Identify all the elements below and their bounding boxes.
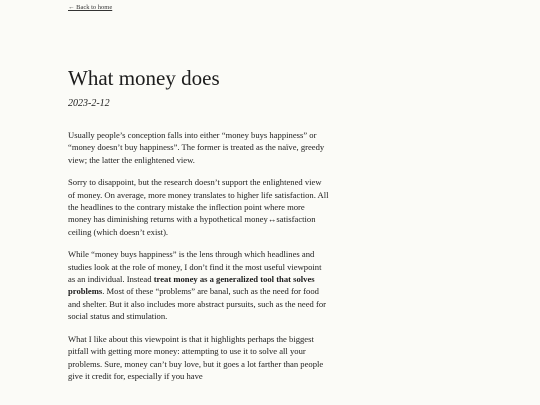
- paragraph-3: [68, 248, 330, 322]
- paragraph-2: [68, 176, 330, 238]
- article-body: [68, 129, 330, 392]
- emphasized-text: treat money as a generalized tool that solves problems: [68, 274, 315, 297]
- page-title: What money does: [68, 66, 220, 90]
- back-to-home-link[interactable]: ← Back to home: [68, 4, 113, 11]
- post-date: 2023-2-12: [68, 98, 110, 109]
- paragraph-1: [68, 129, 330, 166]
- paragraph-text: While “money buys happiness” is the lens through which headlines and studies look at the role of money, I don’t find it the most useful viewpoint as an individual. Instead: [68, 249, 322, 285]
- paragraph-text: Usually people’s conception falls into either “money buys happiness” or “money doesn’t buy happiness”. The former is treated as the naïve, greedy view; the latter the enlightened view.: [68, 130, 325, 165]
- paragraph-4: [68, 333, 330, 383]
- paragraph-text: What I like about this viewpoint is that it highlights perhaps the biggest pitfall with getting more money: attempting to use it to solve all your problems. Sure, money can’t buy love, but it goes a lot farther than people give it credit for, especially if you have: [68, 333, 324, 381]
- paragraph-text: . Most of these “problems” are banal, such as the need for food and shelter. But it also includes more abstract pursuits, such as the need for social status and stimulation.: [68, 286, 326, 322]
- paragraph-text: Sorry to disappoint, but the research doesn’t support the enlightened view of money. On average, more money translates to higher life satisfaction. All the headlines to the contrary mistake the inflection point where more money has diminishing returns with a hypothetical money↔satisfaction ceiling (which doesn’t exist).: [68, 177, 329, 237]
